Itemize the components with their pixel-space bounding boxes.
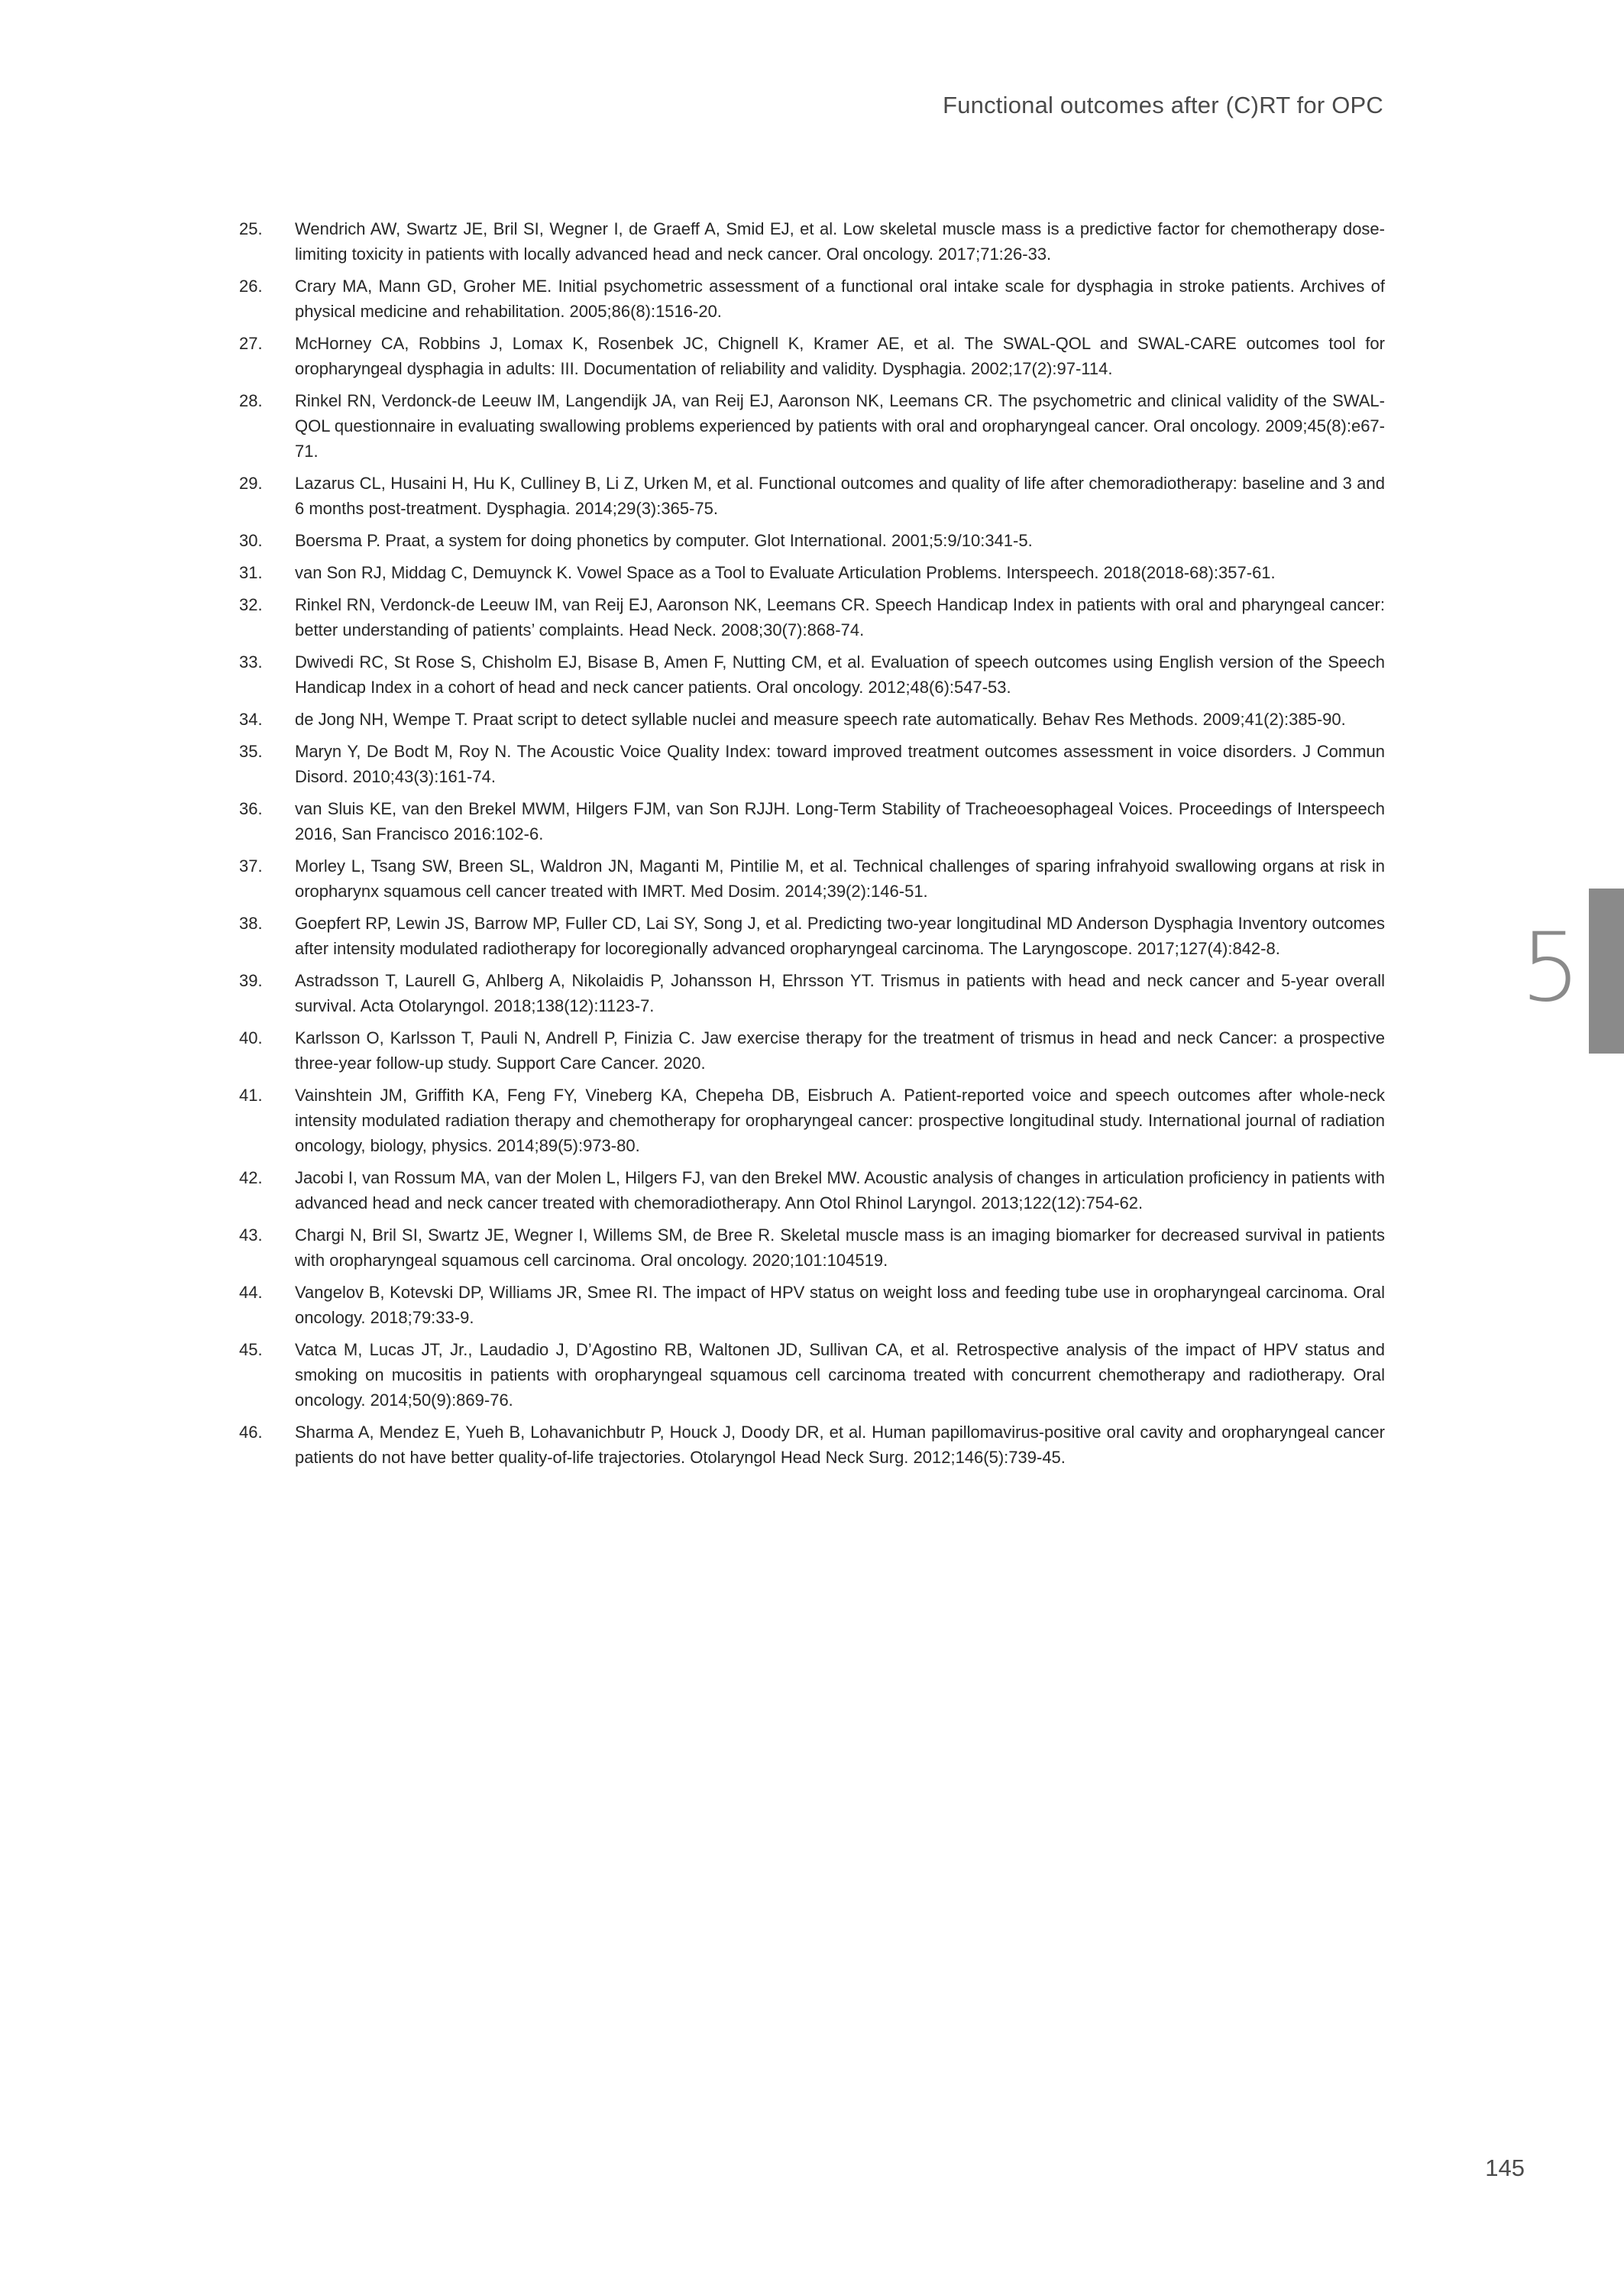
reference-number: 39.	[239, 971, 263, 990]
reference-number: 43.	[239, 1225, 263, 1245]
reference-text: Chargi N, Bril SI, Swartz JE, Wegner I, Willems SM, de Bree R. Skeletal muscle mass is an imaging biomarker for decreased survival in patients with oropharyngeal squamous cell carcinoma. Oral oncology. 2020;101:104519.	[295, 1225, 1385, 1270]
reference-text: Maryn Y, De Bodt M, Roy N. The Acoustic Voice Quality Index: toward improved treatment outcomes assessment in voice disorders. J Commun Disord. 2010;43(3):161-74.	[295, 742, 1385, 786]
reference-item	[239, 1083, 1385, 1158]
reference-item	[239, 1222, 1385, 1273]
reference-item	[239, 216, 1385, 267]
reference-number: 45.	[239, 1340, 263, 1359]
chapter-tab	[1589, 889, 1624, 1054]
reference-text: Morley L, Tsang SW, Breen SL, Waldron JN, Maganti M, Pintilie M, et al. Technical challenges of sparing infrahyoid swallowing organs at risk in oropharynx squamous cell cancer treated with IMRT. Med Dosim. 2014;39(2):146-51.	[295, 856, 1385, 901]
reference-item	[239, 911, 1385, 961]
reference-text: van Sluis KE, van den Brekel MWM, Hilgers FJM, van Son RJJH. Long-Term Stability of Tracheoesophageal Voices. Proceedings of Interspeech 2016, San Francisco 2016:102-6.	[295, 799, 1385, 843]
reference-number: 33.	[239, 652, 263, 672]
reference-text: van Son RJ, Middag C, Demuynck K. Vowel Space as a Tool to Evaluate Articulation Problems. Interspeech. 2018(2018-68):357-61.	[295, 563, 1276, 582]
chapter-number: 5	[1520, 913, 1581, 1023]
reference-text: Wendrich AW, Swartz JE, Bril SI, Wegner I, de Graeff A, Smid EJ, et al. Low skeletal muscle mass is a predictive factor for chemotherapy dose-limiting toxicity in patients with locally advanced head and neck cancer. Oral oncology. 2017;71:26-33.	[295, 219, 1385, 264]
reference-text: Karlsson O, Karlsson T, Pauli N, Andrell P, Finizia C. Jaw exercise therapy for the treatment of trismus in head and neck Cancer: a prospective three-year follow-up study. Support Care Cancer. 2020.	[295, 1028, 1385, 1073]
reference-number: 40.	[239, 1028, 263, 1047]
reference-number: 32.	[239, 595, 263, 614]
reference-text: Crary MA, Mann GD, Groher ME. Initial psychometric assessment of a functional oral intake scale for dysphagia in stroke patients. Archives of physical medicine and rehabilitation. 2005;86(8):1516-20.	[295, 277, 1385, 321]
reference-text: Rinkel RN, Verdonck-de Leeuw IM, van Reij EJ, Aaronson NK, Leemans CR. Speech Handicap Index in patients with oral and pharyngeal cancer: better understanding of patients’ complaints. Head Neck. 2008;30(7):868-74.	[295, 595, 1385, 639]
reference-text: Boersma P. Praat, a system for doing phonetics by computer. Glot International. 2001;5:9/10:341-5.	[295, 531, 1033, 550]
reference-number: 46.	[239, 1423, 263, 1442]
reference-item	[239, 274, 1385, 324]
reference-number: 41.	[239, 1086, 263, 1105]
reference-item	[239, 471, 1385, 521]
reference-item	[239, 1420, 1385, 1470]
reference-text: Sharma A, Mendez E, Yueh B, Lohavanichbutr P, Houck J, Doody DR, et al. Human papillomavirus-positive oral cavity and oropharyngeal cancer patients do not have better quality-of-life trajectories. Otolaryngol Head Neck Surg. 2012;146(5):739-45.	[295, 1423, 1385, 1467]
reference-number: 42.	[239, 1168, 263, 1187]
running-header: Functional outcomes after (C)RT for OPC	[943, 92, 1383, 118]
reference-text: Vatca M, Lucas JT, Jr., Laudadio J, D’Agostino RB, Waltonen JD, Sullivan CA, et al. Retrospective analysis of the impact of HPV status and smoking on mucositis in patients with oropharyngeal squamous cell carcinoma treated with concurrent chemotherapy and radiotherapy. Oral oncology. 2014;50(9):869-76.	[295, 1340, 1385, 1410]
reference-text: Vainshtein JM, Griffith KA, Feng FY, Vineberg KA, Chepeha DB, Eisbruch A. Patient-reported voice and speech outcomes after whole-neck intensity modulated radiation therapy and chemotherapy for oropharyngeal cancer: prospective longitudinal study. International journal of radiation oncology, biology, physics. 2014;89(5):973-80.	[295, 1086, 1385, 1155]
reference-number: 34.	[239, 710, 263, 729]
reference-number: 36.	[239, 799, 263, 818]
reference-text: Astradsson T, Laurell G, Ahlberg A, Nikolaidis P, Johansson H, Ehrsson YT. Trismus in patients with head and neck cancer and 5-year overall survival. Acta Otolaryngol. 2018;138(12):1123-7.	[295, 971, 1385, 1015]
page-number: 145	[1485, 2154, 1525, 2181]
reference-item	[239, 1025, 1385, 1076]
reference-item	[239, 592, 1385, 643]
reference-number: 44.	[239, 1283, 263, 1302]
reference-text: Vangelov B, Kotevski DP, Williams JR, Smee RI. The impact of HPV status on weight loss and feeding tube use in oropharyngeal carcinoma. Oral oncology. 2018;79:33-9.	[295, 1283, 1385, 1327]
reference-text: Jacobi I, van Rossum MA, van der Molen L, Hilgers FJ, van den Brekel MW. Acoustic analysis of changes in articulation proficiency in patients with advanced head and neck cancer treated with chemoradiotherapy. Ann Otol Rhinol Laryngol. 2013;122(12):754-62.	[295, 1168, 1385, 1212]
reference-number: 37.	[239, 856, 263, 876]
reference-text: de Jong NH, Wempe T. Praat script to detect syllable nuclei and measure speech rate automatically. Behav Res Methods. 2009;41(2):385-90.	[295, 710, 1346, 729]
reference-item	[239, 853, 1385, 904]
reference-number: 29.	[239, 474, 263, 493]
reference-text: Rinkel RN, Verdonck-de Leeuw IM, Langendijk JA, van Reij EJ, Aaronson NK, Leemans CR. The psychometric and clinical validity of the SWAL-QOL questionnaire in evaluating swallowing problems experienced by patients with oral and oropharyngeal cancer. Oral oncology. 2009;45(8):e67-71.	[295, 391, 1385, 461]
reference-item	[239, 528, 1385, 553]
reference-text: Lazarus CL, Husaini H, Hu K, Culliney B, Li Z, Urken M, et al. Functional outcomes and quality of life after chemoradiotherapy: baseline and 3 and 6 months post-treatment. Dysphagia. 2014;29(3):365-75.	[295, 474, 1385, 518]
reference-number: 28.	[239, 391, 263, 410]
reference-item	[239, 707, 1385, 732]
reference-number: 26.	[239, 277, 263, 296]
reference-item	[239, 331, 1385, 381]
reference-item	[239, 649, 1385, 700]
reference-number: 25.	[239, 219, 263, 238]
reference-item	[239, 739, 1385, 789]
reference-text: Dwivedi RC, St Rose S, Chisholm EJ, Bisase B, Amen F, Nutting CM, et al. Evaluation of speech outcomes using English version of the Speech Handicap Index in a cohort of head and neck cancer patients. Oral oncology. 2012;48(6):547-53.	[295, 652, 1385, 697]
reference-item	[239, 1280, 1385, 1330]
reference-item	[239, 968, 1385, 1018]
reference-number: 35.	[239, 742, 263, 761]
reference-item	[239, 1337, 1385, 1413]
reference-item	[239, 796, 1385, 847]
reference-item	[239, 560, 1385, 585]
reference-number: 31.	[239, 563, 263, 582]
reference-item	[239, 388, 1385, 464]
reference-number: 30.	[239, 531, 263, 550]
reference-item	[239, 1165, 1385, 1216]
reference-text: Goepfert RP, Lewin JS, Barrow MP, Fuller CD, Lai SY, Song J, et al. Predicting two-year longitudinal MD Anderson Dysphagia Inventory outcomes after intensity modulated radiotherapy for locoregionally advanced oropharyngeal carcinoma. The Laryngoscope. 2017;127(4):842-8.	[295, 914, 1385, 958]
reference-number: 38.	[239, 914, 263, 933]
reference-number: 27.	[239, 334, 263, 353]
reference-list	[239, 216, 1385, 1477]
reference-text: McHorney CA, Robbins J, Lomax K, Rosenbek JC, Chignell K, Kramer AE, et al. The SWAL-QOL and SWAL-CARE outcomes tool for oropharyngeal dysphagia in adults: III. Documentation of reliability and validity. Dysphagia. 2002;17(2):97-114.	[295, 334, 1385, 378]
